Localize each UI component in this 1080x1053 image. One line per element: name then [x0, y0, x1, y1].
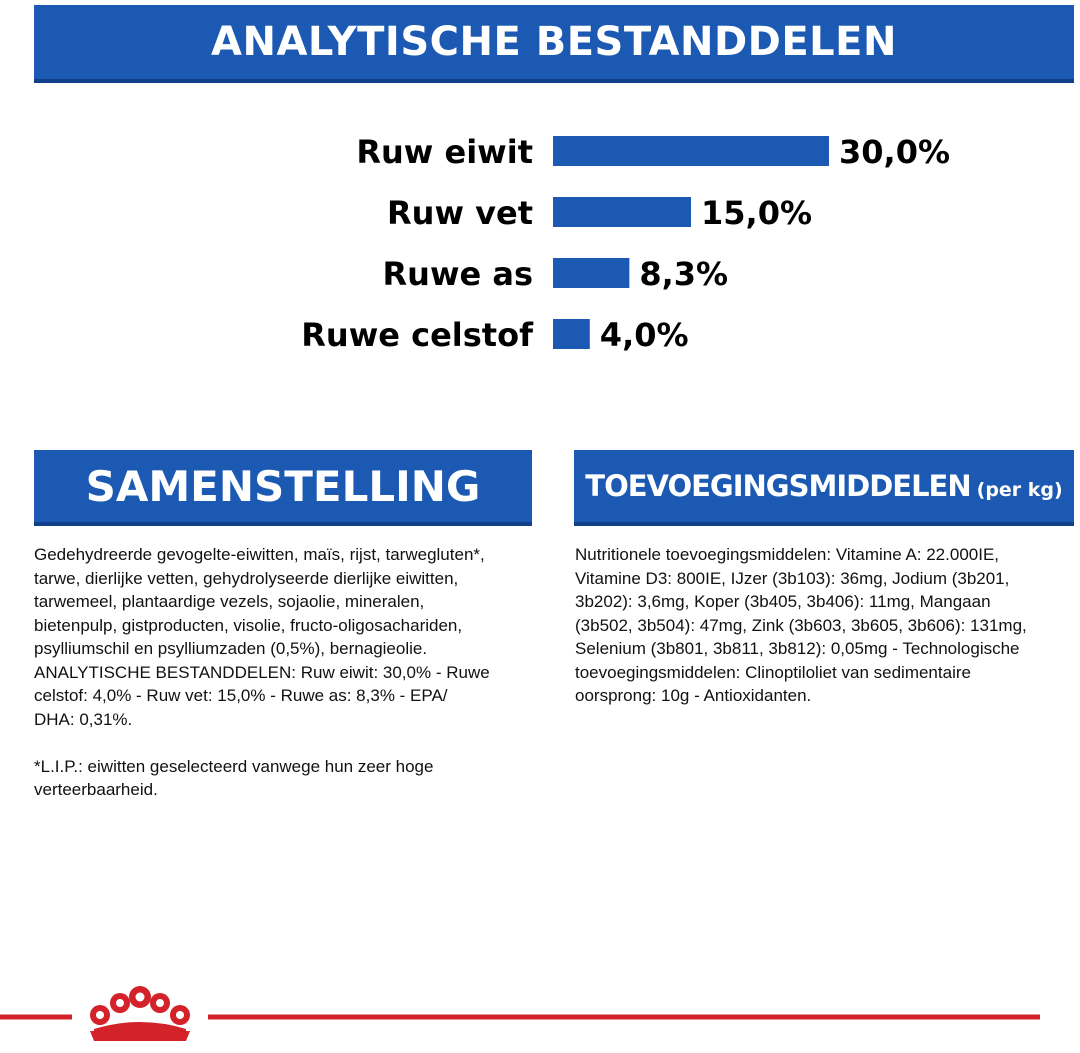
- footer-brand-strip: [0, 975, 1080, 1053]
- category-label: Ruwe as: [382, 255, 533, 293]
- additives-title-suffix: (per kg): [976, 479, 1063, 501]
- additives-banner: [574, 450, 1074, 526]
- category-label: Ruwe celstof: [301, 316, 533, 354]
- bar: [553, 136, 829, 166]
- additives-text: Nutritionele toevoegingsmiddelen: Vitamine A: 22.000IE, Vitamine D3: 800IE, IJzer (3b103): 36mg, Jodium (3b201, 3b202): 3,6mg, Koper (3b405, 3b406): 11mg, Mangaan (3b502, 3b504): 47mg, Zink (3b603, 3b605, 3b606): 131mg, Selenium (3b801, 3b811, 3b812): 0,05mg - Technologische toevoegingsmiddelen: Clinoptiloliet van sedimentaire oorsprong: 10g - Antioxidanten.: [575, 545, 1027, 705]
- crown-logo-icon: [90, 986, 190, 1041]
- additives-title: TOEVOEGINGSMIDDELEN: [585, 469, 971, 503]
- analytical-bar-chart: [0, 110, 1080, 370]
- bar: [553, 197, 691, 227]
- category-label: Ruw eiwit: [356, 133, 533, 171]
- value-label: 4,0%: [599, 316, 689, 354]
- value-label: 30,0%: [839, 133, 951, 171]
- composition-text: Gedehydreerde gevogelte-eiwitten, maïs, rijst, tarwegluten*, tarwe, dierlijke vetten, gehydrolyseerde dierlijke eiwitten, tarwemeel, plantaardige vezels, sojaolie, mineralen, bietenpulp, gistproducten, visolie, fructo-oligosachariden, psylliumschil en psylliumzaden (0,5%), bernagieolie. ANALYTISCHE BESTANDDELEN: Ruw eiwit: 30,0% - Ruwe celstof: 4,0% - Ruw vet: 15,0% - Ruwe as: 8,3% - EPA/ DHA: 0,31%. *L.I.P.: eiwitten geselecteerd vanwege hun zeer hoge verteerbaarheid.: [34, 545, 490, 799]
- composition-title: SAMENSTELLING: [85, 461, 481, 511]
- bar: [553, 319, 590, 349]
- analytical-constituents-banner: [34, 5, 1074, 83]
- category-label: Ruw vet: [387, 194, 533, 232]
- banner-title: ANALYTISCHE BESTANDDELEN: [211, 19, 897, 65]
- composition-banner: [34, 450, 532, 526]
- value-label: 8,3%: [639, 255, 729, 293]
- value-label: 15,0%: [701, 194, 813, 232]
- bar: [553, 258, 629, 288]
